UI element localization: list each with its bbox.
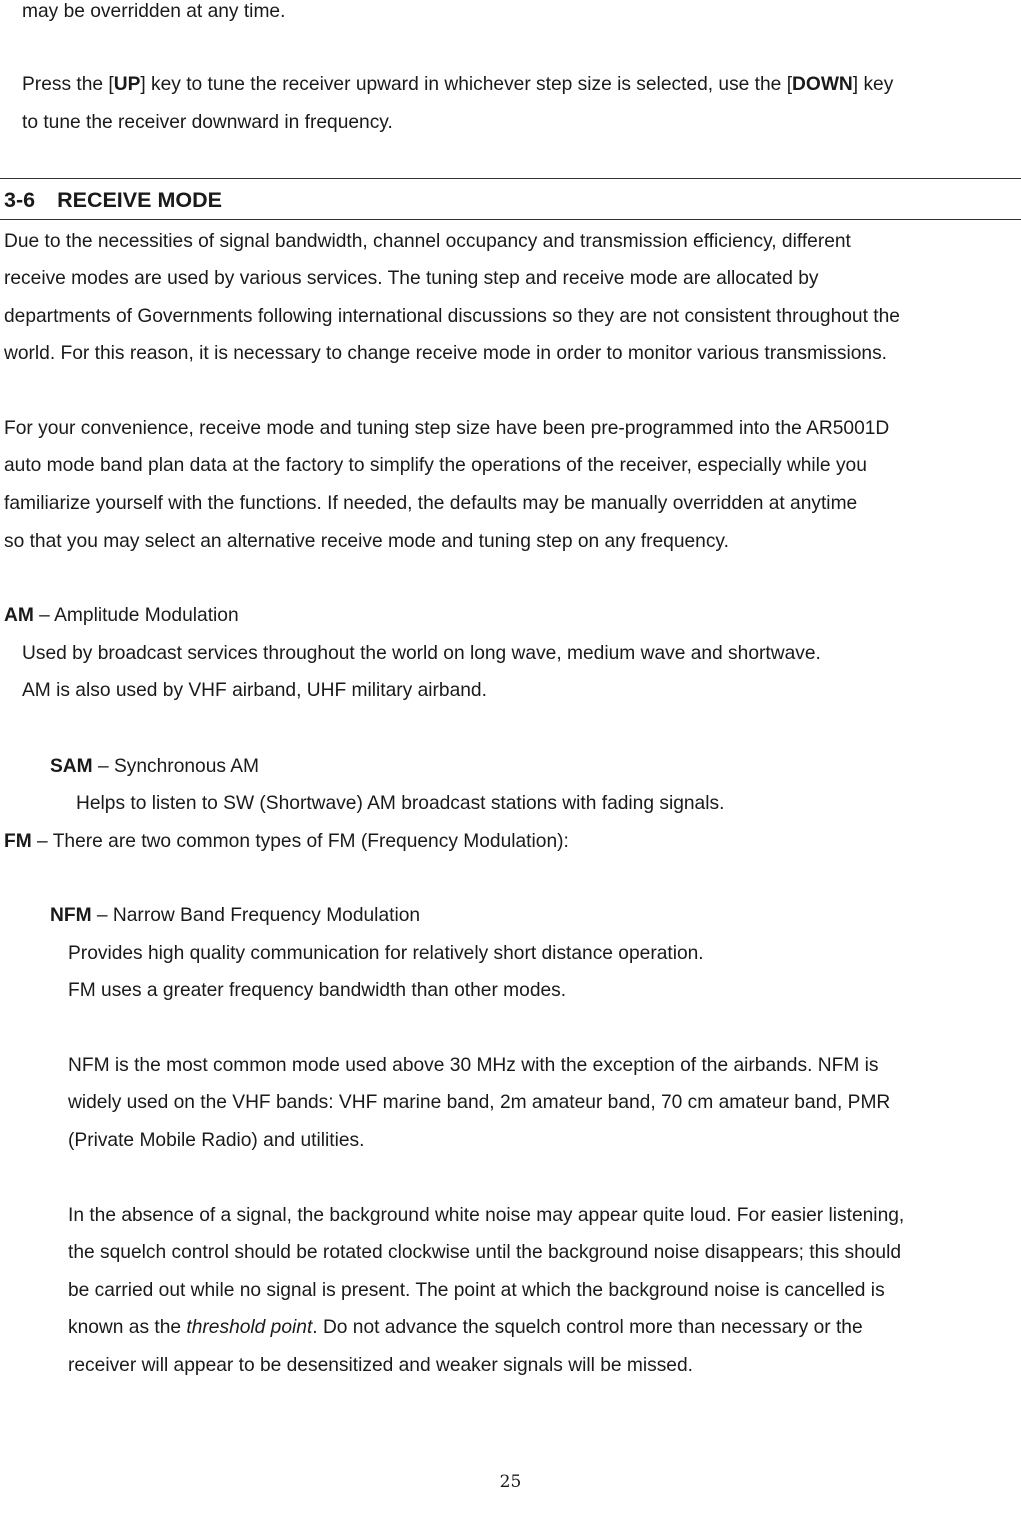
text: known as the bbox=[68, 1317, 187, 1338]
section-heading bbox=[4, 188, 222, 212]
text: – Synchronous AM bbox=[92, 756, 260, 777]
nfm-usage-line: NFM is the most common mode used above 30 MHz with the exception of the airbands. NFM is bbox=[68, 1055, 879, 1076]
intro-line: may be overridden at any time. bbox=[22, 1, 286, 22]
paragraph-line: For your convenience, receive mode and tuning step size have been pre-programmed into the AR5001D bbox=[4, 418, 890, 439]
am-desc: AM is also used by VHF airband, UHF military airband. bbox=[22, 680, 487, 701]
paragraph-line: familiarize yourself with the functions. If needed, the defaults may be manually overridden at anytime bbox=[4, 493, 858, 514]
nfm-usage-line: widely used on the VHF bands: VHF marine band, 2m amateur band, 70 cm amateur band, PMR bbox=[68, 1092, 891, 1113]
nfm-desc: Provides high quality communication for relatively short distance operation. bbox=[68, 943, 704, 964]
mode-sam: SAM bbox=[50, 756, 93, 777]
section-rule-bottom bbox=[0, 219, 1021, 220]
intro-press-line bbox=[22, 73, 893, 97]
key-up: UP bbox=[113, 74, 141, 95]
nfm-term-line bbox=[50, 904, 420, 928]
text: . Do not advance the squelch control more than necessary or the bbox=[312, 1317, 863, 1338]
paragraph-line: Due to the necessities of signal bandwidth, channel occupancy and transmission efficiency, different bbox=[4, 231, 851, 252]
am-desc: Used by broadcast services throughout the world on long wave, medium wave and shortwave. bbox=[22, 643, 821, 664]
squelch-line: In the absence of a signal, the background white noise may appear quite loud. For easier listening, bbox=[68, 1205, 905, 1226]
mode-am: AM bbox=[4, 605, 34, 626]
am-term-line bbox=[4, 604, 239, 628]
section-title: RECEIVE MODE bbox=[57, 188, 222, 212]
key-down: DOWN bbox=[792, 74, 853, 95]
squelch-line bbox=[68, 1316, 863, 1340]
paragraph-line: departments of Governments following international discussions so they are not consistent throughout the bbox=[4, 306, 900, 327]
text: ] key bbox=[852, 74, 894, 95]
sam-desc: Helps to listen to SW (Shortwave) AM broadcast stations with fading signals. bbox=[76, 793, 725, 814]
section-rule-top bbox=[0, 178, 1021, 179]
text: Press the [ bbox=[22, 74, 114, 95]
text: – Narrow Band Frequency Modulation bbox=[91, 905, 421, 926]
sam-term-line bbox=[50, 755, 259, 779]
nfm-usage-line: (Private Mobile Radio) and utilities. bbox=[68, 1130, 365, 1151]
text: – Amplitude Modulation bbox=[33, 605, 239, 626]
mode-fm: FM bbox=[4, 831, 32, 852]
fm-term-line bbox=[4, 830, 569, 854]
section-number: 3-6 bbox=[4, 188, 36, 212]
text: ] key to tune the receiver upward in whichever step size is selected, use the [ bbox=[140, 74, 793, 95]
threshold-point-term: threshold point bbox=[186, 1317, 313, 1338]
paragraph-line: so that you may select an alternative receive mode and tuning step on any frequency. bbox=[4, 531, 729, 552]
page-number: 25 bbox=[499, 1472, 522, 1492]
mode-nfm: NFM bbox=[50, 905, 92, 926]
squelch-line: receiver will appear to be desensitized and weaker signals will be missed. bbox=[68, 1355, 693, 1376]
paragraph-line: auto mode band plan data at the factory to simplify the operations of the receiver, especially while you bbox=[4, 455, 867, 476]
intro-line: to tune the receiver downward in frequency. bbox=[22, 112, 393, 133]
nfm-desc: FM uses a greater frequency bandwidth than other modes. bbox=[68, 980, 567, 1001]
paragraph-line: world. For this reason, it is necessary to change receive mode in order to monitor various transmissions. bbox=[4, 343, 887, 364]
squelch-line: the squelch control should be rotated clockwise until the background noise disappears; this should bbox=[68, 1242, 902, 1263]
text: – There are two common types of FM (Frequency Modulation): bbox=[31, 831, 569, 852]
squelch-line: be carried out while no signal is present. The point at which the background noise is cancelled is bbox=[68, 1280, 885, 1301]
paragraph-line: receive modes are used by various services. The tuning step and receive mode are allocated by bbox=[4, 268, 819, 289]
